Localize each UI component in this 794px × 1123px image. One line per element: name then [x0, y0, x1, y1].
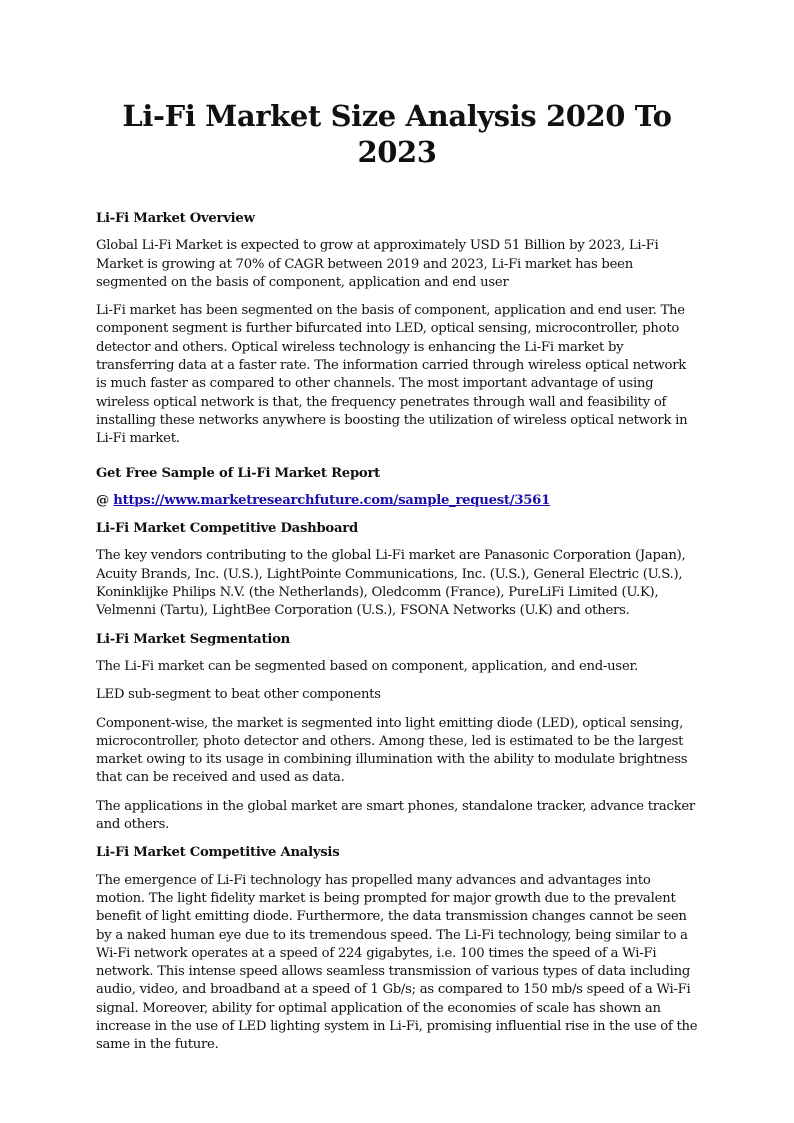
- sample-request-link[interactable]: https://www.marketresearchfuture.com/sample_request/3561: [113, 492, 551, 508]
- sample-link-line: [96, 492, 698, 510]
- page-title: Li-Fi Market Size Analysis 2020 To 2023: [122, 99, 672, 169]
- segmentation-heading: Li-Fi Market Segmentation: [96, 631, 290, 647]
- segmentation-paragraph-1: The Li-Fi market can be segmented based on component, application, and end-user.: [96, 658, 639, 674]
- overview-paragraph-2: Li-Fi market has been segmented on the basis of component, application and end user. The component segment is further bifurcated into LED, optical sensing, microcontroller, photo detector and others. Optical wireless technology is enhancing the Li-Fi market by transferring data at a faster rate. The information carried through wireless optical network is much faster as compared to other channels. The most important advantage of using wireless optical network is that, the frequency penetrates through wall and feasibility of installing these networks anywhere is boosting the utilization of wireless optical network in Li-Fi market.: [96, 303, 688, 447]
- document-body: [96, 210, 698, 1055]
- at-symbol: @: [96, 492, 114, 508]
- dashboard-heading: Li-Fi Market Competitive Dashboard: [96, 521, 358, 537]
- dashboard-paragraph: The key vendors contributing to the global Li-Fi market are Panasonic Corporation (Japan), Acuity Brands, Inc. (U.S.), LightPointe Communications, Inc. (U.S.), General Electric (U.S.), Koninklijke Philips N.V. (the Netherlands), Oledcomm (France), PureLiFi Limited (U.K), Velmenni (Tartu), LightBee Corporation (U.S.), FSONA Networks (U.K) and others.: [96, 548, 686, 619]
- analysis-paragraph: The emergence of Li-Fi technology has propelled many advances and advantages into motion. The light fidelity market is being prompted for major growth due to the prevalent benefit of light emitting diode. Furthermore, the data transmission changes cannot be seen by a naked human eye due to its tremendous speed. The Li-Fi technology, being similar to a Wi-Fi network operates at a speed of 224 gigabytes, i.e. 100 times the speed of a Wi-Fi network. This intense speed allows seamless transmission of various types of data including audio, video, and broadband at a speed of 1 Gb/s; as compared to 150 mb/s speed of a Wi-Fi signal. Moreover, ability for optimal application of the economies of scale has shown an increase in the use of LED lighting system in Li-Fi, promising influential rise in the use of the same in the future.: [96, 872, 698, 1053]
- overview-paragraph-1: Global Li-Fi Market is expected to grow at approximately USD 51 Billion by 2023, Li-Fi Market is growing at 70% of CAGR between 2019 and 2023, Li-Fi market has been segmented on the basis of component, application and end user: [96, 238, 659, 290]
- segmentation-paragraph-3: Component-wise, the market is segmented into light emitting diode (LED), optical sensing, microcontroller, photo detector and others. Among these, led is estimated to be the largest market owing to its usage in combining illumination with the ability to modulate brightness that can be received and used as data.: [96, 715, 688, 786]
- segmentation-paragraph-2: LED sub-segment to beat other components: [96, 687, 381, 703]
- sample-heading: Get Free Sample of Li-Fi Market Report: [96, 465, 381, 481]
- analysis-heading: Li-Fi Market Competitive Analysis: [96, 845, 340, 861]
- segmentation-paragraph-4: The applications in the global market are smart phones, standalone tracker, advance tracker and others.: [96, 798, 695, 833]
- overview-heading: Li-Fi Market Overview: [96, 211, 255, 226]
